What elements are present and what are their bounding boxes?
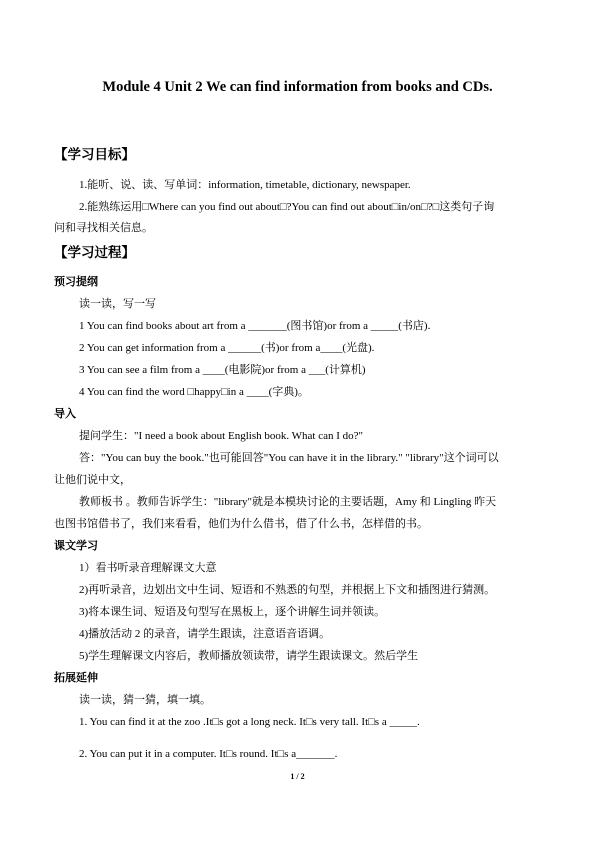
intro-title: 导入 [54,407,76,420]
extension-line-3: 2. You can put it in a computer. It□s round. It□s a_______. [79,748,338,760]
intro-line-3: 让他们说中文， [54,474,131,486]
extension-title: 拓展延伸 [54,671,98,684]
preview-line-4: 3 You can see a film from a ____(电影院)or from a ___(计算机) [79,364,366,376]
preview-line-1: 读一读，写一写 [79,298,156,310]
intro-line-1: 提问学生："I need a book about English book. What can I do?" [79,430,364,442]
text-study-title: 课文学习 [54,539,98,552]
extension-line-1: 读一读，猜一猜，填一填。 [79,694,211,706]
preview-line-5: 4 You can find the word □happy□in a ____(字典)。 [79,386,309,398]
process-heading: 【学习过程】 [54,245,135,261]
preview-line-3: 2 You can get information from a ______(书)or from a____(光盘). [79,342,375,354]
preview-title: 预习提纲 [54,275,98,288]
intro-line-4: 教师板书 。教师告诉学生："library"就是本模块讨论的主要话题，Amy 和 Lingling 昨天 [79,496,497,508]
text-study-line-1: 1）看书听录音理解课文大意 [79,562,217,574]
text-study-line-4: 4)播放活动 2 的录音，请学生跟读，注意语音语调。 [79,628,331,640]
intro-line-5: 也图书馆借书了，我们来看看，他们为什么借书，借了什么书，怎样借的书。 [54,518,428,530]
text-study-line-3: 3)将本课生词、短语及句型写在黑板上，逐个讲解生词并领读。 [79,606,386,618]
preview-line-2: 1 You can find books about art from a _______(图书馆)or from a _____(书店). [79,320,431,332]
objective-line-1: 1.能听、说、读、写单词：information, timetable, dictionary, newspaper. [79,179,411,191]
intro-line-2: 答："You can buy the book."也可能回答"You can have it in the library." "library"这个词可以 [79,452,499,464]
extension-line-2: 1. You can find it at the zoo .It□s got a long neck. It□s very tall. It□s a _____. [79,716,420,728]
page-number: 1 / 2 [290,772,305,781]
objectives-heading: 【学习目标】 [54,147,135,163]
objective-line-2: 2.能熟练运用□Where can you find out about□?You can find out about□in/on□?□这类句子询 [79,201,495,213]
objective-line-3: 问和寻找相关信息。 [54,222,153,234]
text-study-line-2: 2)再听录音，边划出文中生词、短语和不熟悉的句型，并根据上下文和插图进行猜测。 [79,584,496,596]
page-title: Module 4 Unit 2 We can find information from books and CDs. [102,79,493,95]
text-study-line-5: 5)学生理解课文内容后，教师播放领读带，请学生跟读课文。然后学生 [79,650,419,662]
